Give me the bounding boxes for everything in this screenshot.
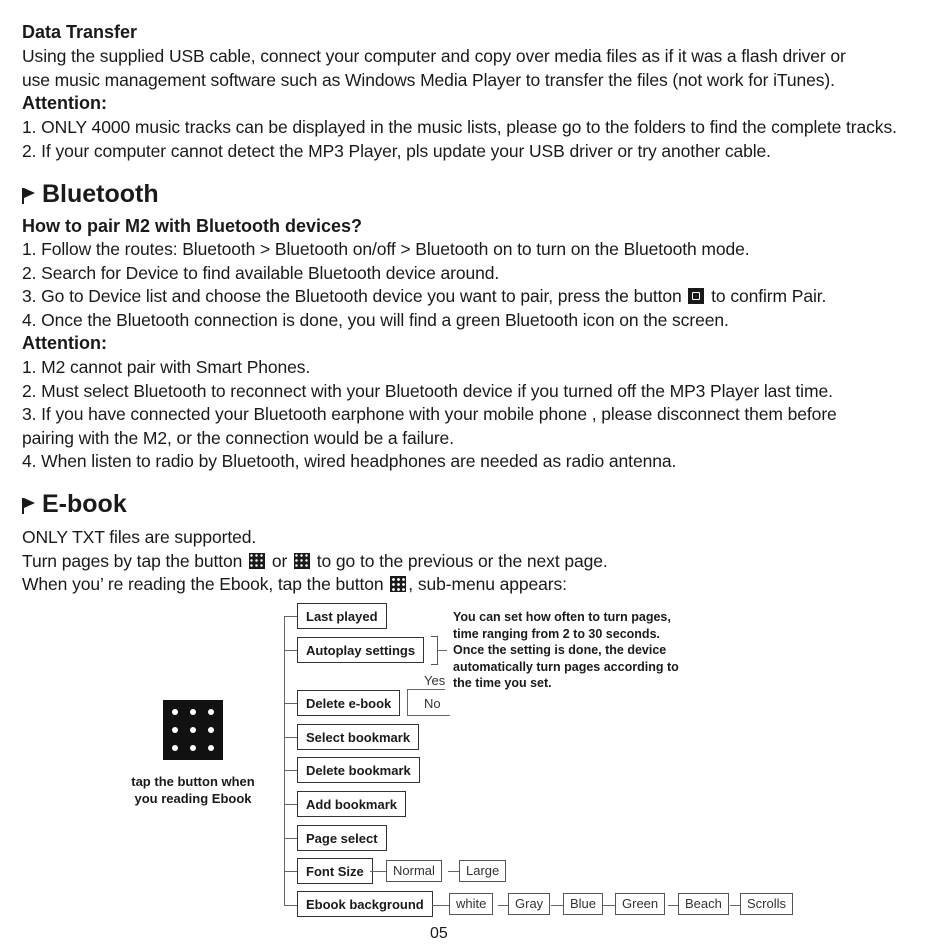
list-item: 1. M2 cannot pair with Smart Phones. (22, 357, 311, 377)
connector-line (668, 905, 678, 906)
list-item (22, 285, 826, 309)
connector-line (432, 905, 449, 906)
step-text: to confirm Pair. (711, 286, 827, 306)
autoplay-note (453, 609, 679, 692)
yes-line (407, 689, 445, 690)
list-item: 3. If you have connected your Bluetooth earphone with your mobile phone , please disconnect them before (22, 404, 837, 424)
yes-option[interactable]: Yes (424, 673, 446, 688)
branch-line (284, 838, 297, 839)
yesno-divider (407, 689, 408, 715)
page-number: 05 (430, 925, 448, 942)
note-line: automatically turn pages according to (453, 659, 679, 674)
menu-item-delete-ebook[interactable]: Delete e-book (297, 690, 400, 716)
background-option-gray[interactable]: Gray (508, 893, 550, 915)
step-text: 3. Go to Device list and choose the Bluetooth device you want to pair, press the button (22, 286, 682, 306)
data-transfer-paragraph (22, 45, 846, 92)
menu-item-select-bookmark[interactable]: Select bookmark (297, 724, 419, 750)
menu-item-add-bookmark[interactable]: Add bookmark (297, 791, 406, 817)
intro-text: or (271, 550, 288, 571)
note-line: the time you set. (453, 676, 552, 690)
branch-line (284, 616, 297, 617)
connector-line (603, 905, 615, 906)
background-option-green[interactable]: Green (615, 893, 665, 915)
background-option-beach[interactable]: Beach (678, 893, 729, 915)
intro-line (22, 550, 608, 574)
background-option-scrolls[interactable]: Scrolls (740, 893, 793, 915)
branch-line (284, 737, 297, 738)
menu-item-page-select[interactable]: Page select (297, 825, 387, 851)
menu-item-last-played[interactable]: Last played (297, 603, 387, 629)
caption-line: tap the button when (131, 774, 255, 789)
bracket-line (437, 650, 447, 651)
no-line (407, 715, 450, 716)
font-option-normal[interactable]: Normal (386, 860, 442, 882)
list-item: 4. When listen to radio by Bluetooth, wired headphones are needed as radio antenna. (22, 451, 677, 471)
bluetooth-subheading: How to pair M2 with Bluetooth devices? (22, 216, 363, 236)
ebook-menu-button-icon (163, 700, 223, 760)
previous-page-icon (249, 553, 265, 569)
section-title-text: Bluetooth (42, 180, 159, 208)
branch-line (284, 871, 297, 872)
list-item: 1. Follow the routes: Bluetooth > Bluetooth on/off > Bluetooth on to turn on the Bluetooth mode. (22, 239, 750, 259)
background-option-white[interactable]: white (449, 893, 493, 915)
connector-line (498, 905, 508, 906)
menu-button-icon (390, 576, 406, 592)
section-title-text: E-book (42, 490, 127, 518)
confirm-button-icon (688, 288, 704, 304)
bluetooth-steps (22, 238, 826, 332)
flag-icon (20, 184, 38, 206)
list-item: 2. Search for Device to find available Bluetooth device around. (22, 262, 500, 283)
note-line: time ranging from 2 to 30 seconds. (453, 626, 660, 641)
intro-text: When you’ re reading the Ebook, tap the button (22, 574, 384, 594)
branch-line (284, 650, 297, 651)
flag-icon (20, 494, 38, 516)
list-item: 2. Must select Bluetooth to reconnect with your Bluetooth device if you turned off the MP3 Player last time. (22, 380, 833, 401)
bluetooth-section-title (20, 180, 159, 209)
note-line: You can set how often to turn pages, (453, 610, 671, 624)
paragraph-line: Using the supplied USB cable, connect your computer and copy over media files as if it was a flash driver or (22, 46, 846, 66)
connector-line (730, 905, 740, 906)
no-option[interactable]: No (424, 696, 441, 711)
bluetooth-attention-list (22, 356, 837, 474)
branch-line (284, 905, 297, 906)
intro-text: , sub-menu appears: (408, 574, 567, 594)
caption-line: you reading Ebook (134, 791, 252, 806)
connector-line (448, 871, 459, 872)
tree-trunk-line (284, 616, 285, 906)
font-option-large[interactable]: Large (459, 860, 506, 882)
ebook-intro (22, 526, 608, 597)
button-caption (113, 773, 273, 807)
connector-line (551, 905, 563, 906)
data-transfer-heading: Data Transfer (22, 22, 138, 42)
next-page-icon (294, 553, 310, 569)
branch-line (284, 703, 297, 704)
list-item: 1. ONLY 4000 music tracks can be displayed in the music lists, please go to the folders to find the complete tracks. (22, 117, 897, 137)
menu-item-ebook-background[interactable]: Ebook background (297, 891, 433, 917)
list-item: 2. If your computer cannot detect the MP3 Player, pls update your USB driver or try another cable. (22, 140, 771, 161)
paragraph-line: use music management software such as Windows Media Player to transfer the files (not work for iTunes). (22, 69, 835, 90)
branch-line (284, 804, 297, 805)
menu-item-font-size[interactable]: Font Size (297, 858, 373, 884)
data-transfer-attention-list (22, 116, 897, 163)
note-line: Once the setting is done, the device (453, 643, 667, 657)
menu-item-delete-bookmark[interactable]: Delete bookmark (297, 757, 420, 783)
intro-text: Turn pages by tap the button (22, 550, 243, 571)
intro-line: ONLY TXT files are supported. (22, 527, 257, 547)
list-item: pairing with the M2, or the connection would be a failure. (22, 427, 454, 448)
background-option-blue[interactable]: Blue (563, 893, 603, 915)
list-item: 4. Once the Bluetooth connection is done, you will find a green Bluetooth icon on the screen. (22, 309, 729, 330)
attention-label: Attention: (22, 333, 107, 353)
branch-line (284, 770, 297, 771)
connector-line (370, 871, 386, 872)
intro-line (22, 573, 608, 597)
intro-text: to go to the previous or the next page. (316, 550, 608, 571)
menu-item-autoplay-settings[interactable]: Autoplay settings (297, 637, 424, 663)
attention-label: Attention: (22, 93, 107, 113)
ebook-section-title (20, 490, 127, 519)
